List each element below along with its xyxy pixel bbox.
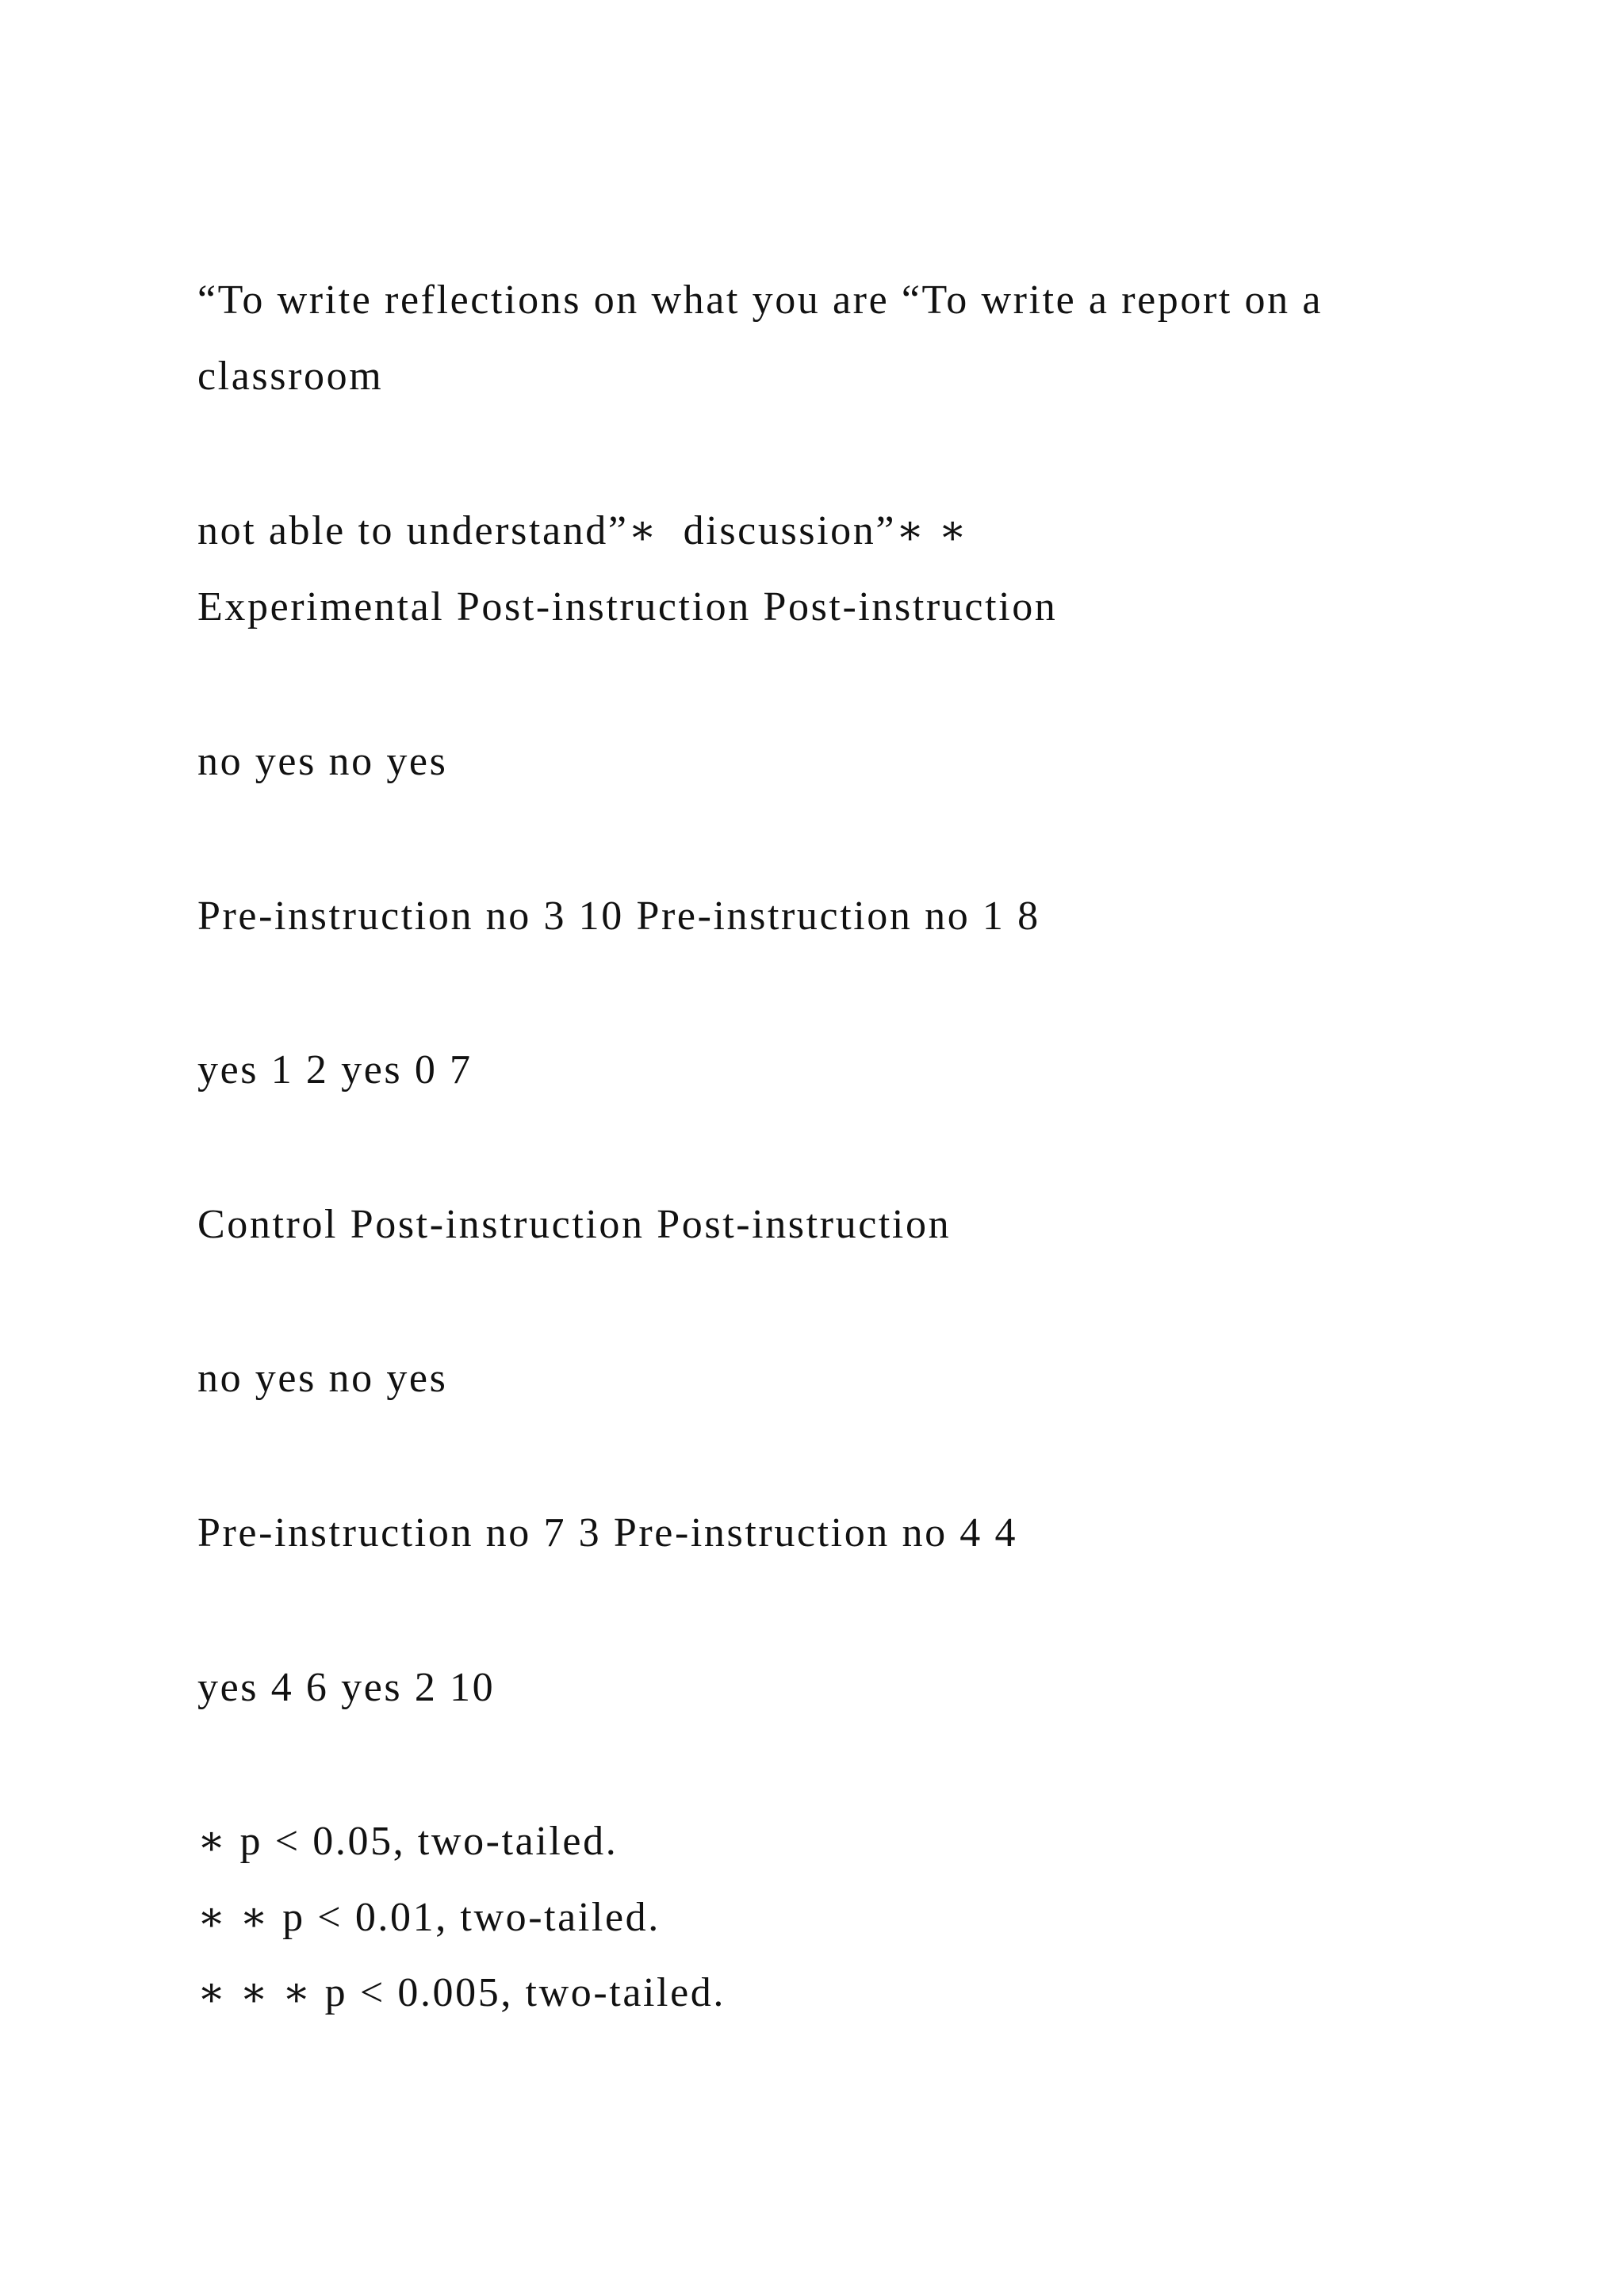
text-line: yes 4 6 yes 2 10 [197,1665,496,1710]
text-line: Experimental Post-instruction Post-instruction [197,584,1058,629]
text-line: Pre-instruction no 7 3 Pre-instruction no 4 4 [197,1510,1018,1556]
footnote-line: ∗ ∗ p < 0.01, two-tailed. [197,1895,661,1940]
text-line: no yes no yes [197,739,448,784]
text-line: Control Post-instruction Post-instruction [197,1202,952,1247]
text-line: yes 1 2 yes 0 7 [197,1047,473,1093]
text-line: Pre-instruction no 3 10 Pre-instruction no 1 8 [197,894,1040,939]
footnote-line: ∗ p < 0.05, two-tailed. [197,1819,619,1864]
text-line: not able to understand”∗ discussion”∗ ∗ [197,508,969,553]
text-line: classroom [197,354,384,399]
footnote-line: ∗ ∗ ∗ p < 0.005, two-tailed. [197,1970,726,2015]
text-line: no yes no yes [197,1356,448,1401]
text-line: “To write reflections on what you are “To write a report on a [197,277,1323,323]
